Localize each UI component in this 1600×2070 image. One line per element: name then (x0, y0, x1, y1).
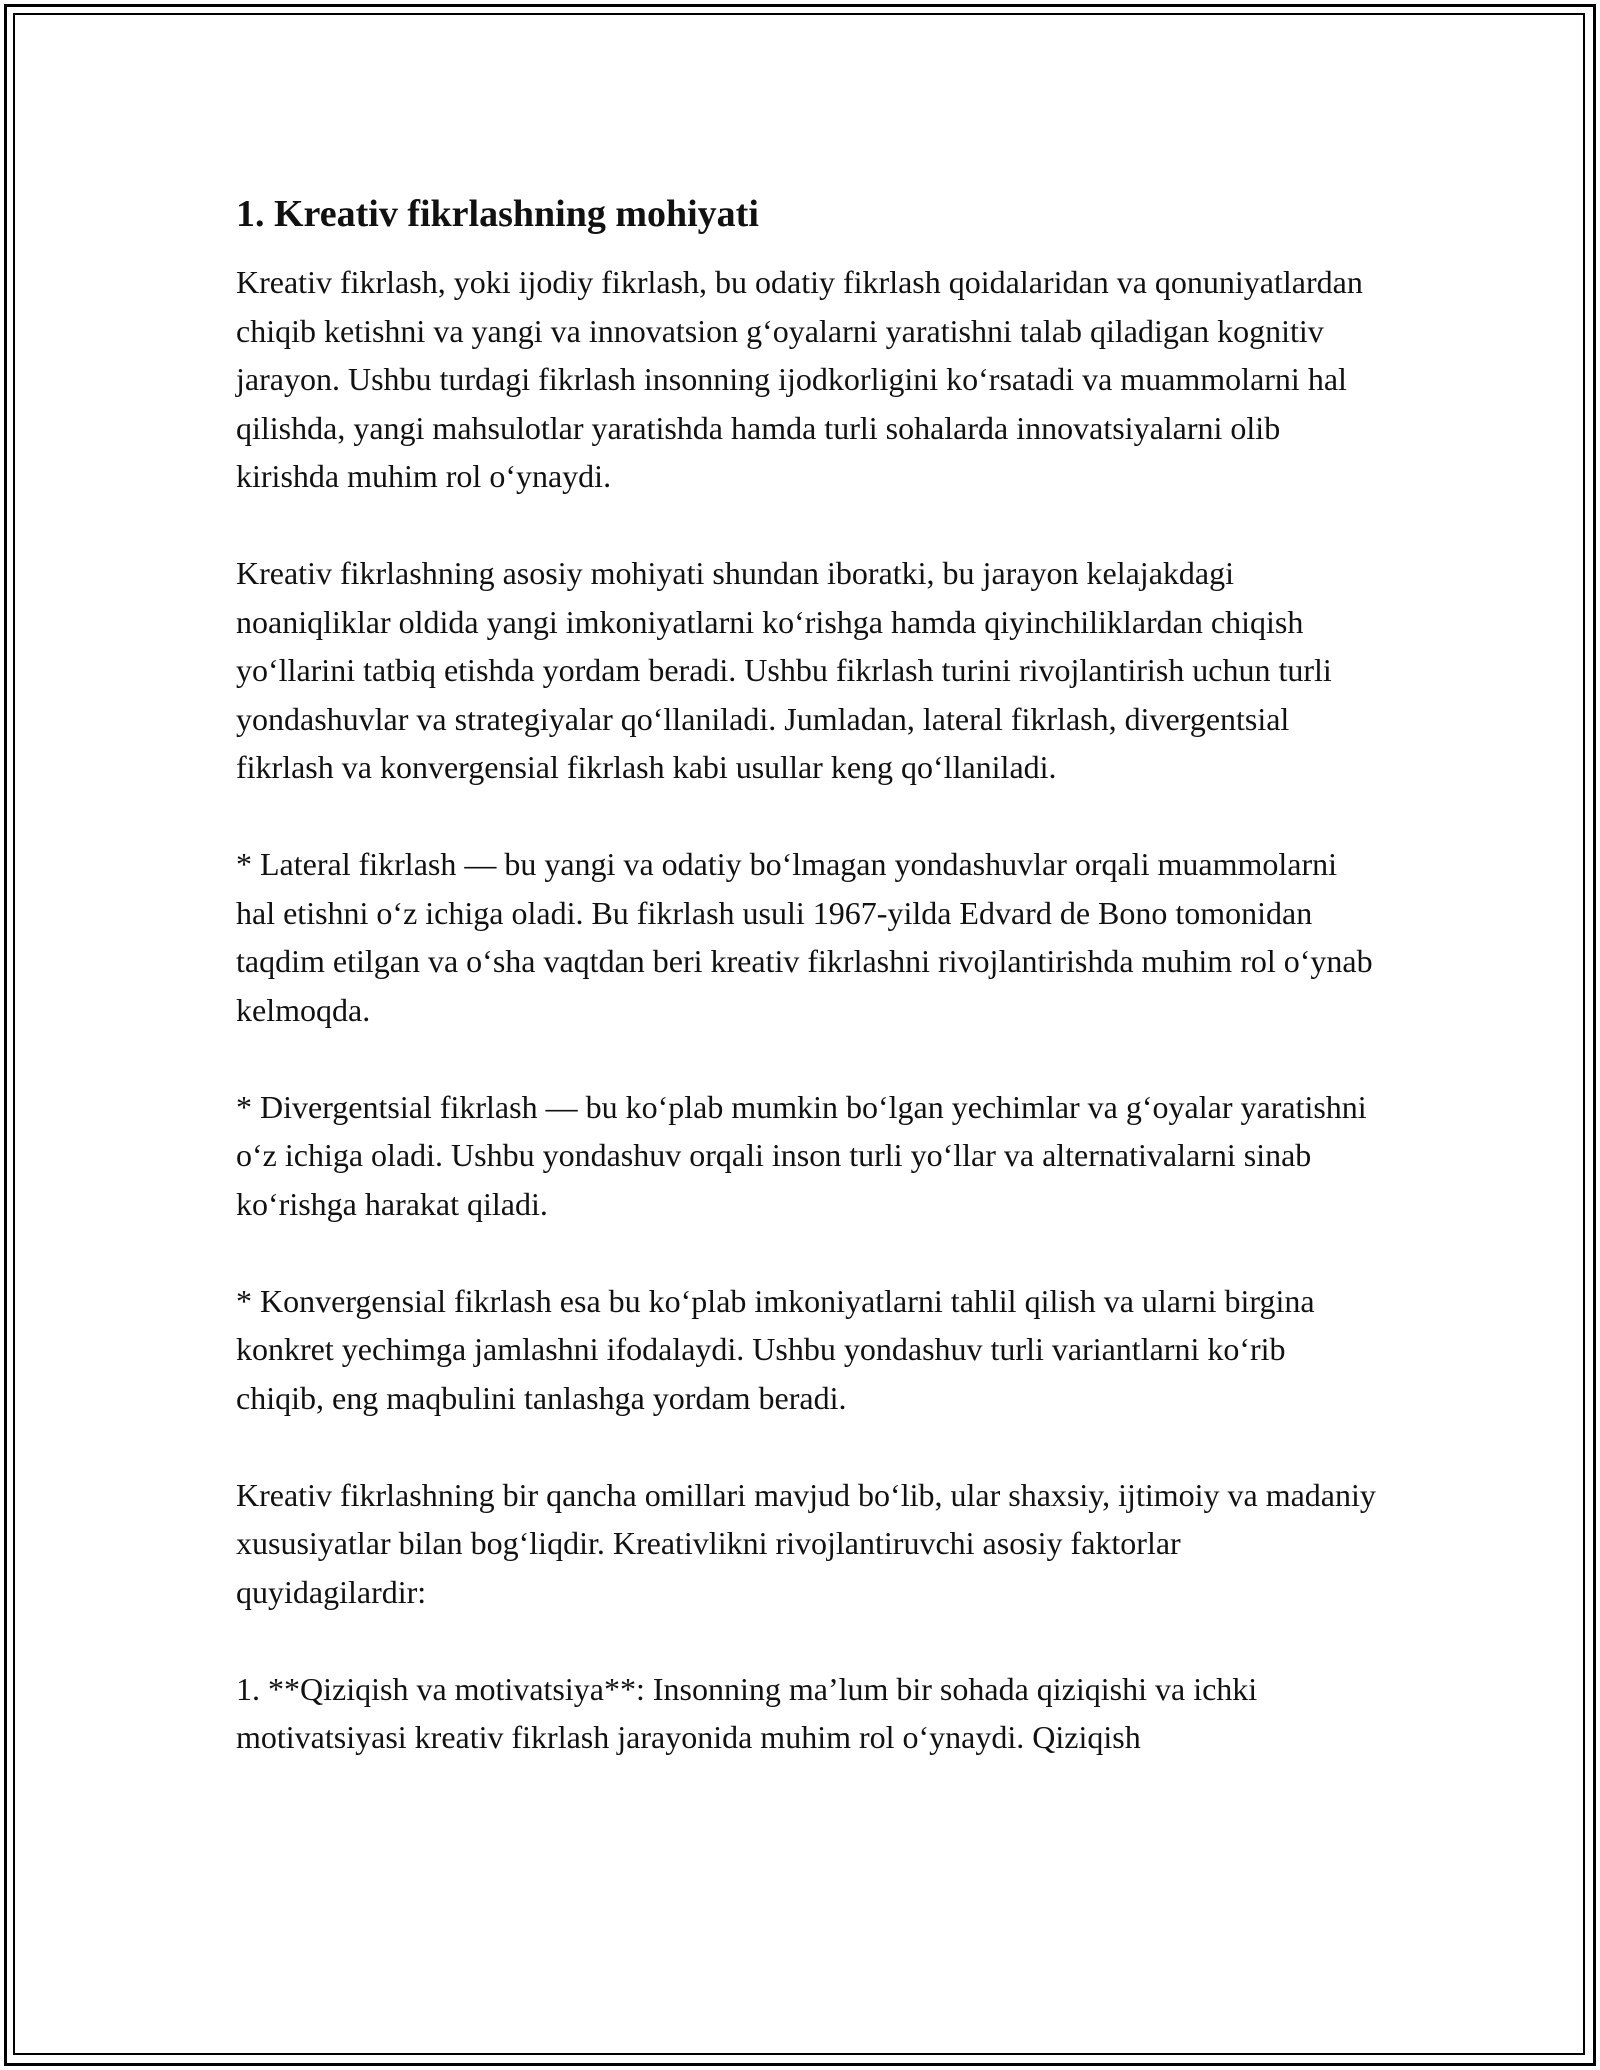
paragraph-factors: Kreativ fikrlashning bir qancha omillari mavjud bo‘lib, ular shaxsiy, ijtimoiy va madaniy xususiyatlar bilan bog‘liqdir. Kreativlikni rivojlantiruvchi asosiy faktorlar quyidagilardir: (236, 1476, 1376, 1610)
document-body (236, 186, 1376, 1810)
list-item-curiosity-motivation: 1. **Qiziqish va motivatsiya**: Insonning ma’lum bir sohada qiziqishi va ichki motivatsiyasi kreativ fikrlash jarayonida muhim rol o‘ynaydi. Qiziqish (236, 1670, 1258, 1755)
section-heading: 1. Kreativ fikrlashning mohiyati (236, 193, 759, 235)
bullet-convergent-thinking: * Konvergensial fikrlash esa bu ko‘plab imkoniyatlarni tahlil qilish va ularni birgina konkret yechimga jamlashni ifodalaydi. Ushbu yondashuv turli variantlarni ko‘rib chiqib, eng maqbulini tanlashga yordam beradi. (236, 1282, 1315, 1416)
bullet-divergent-thinking: * Divergentsial fikrlash — bu ko‘plab mumkin bo‘lgan yechimlar va g‘oyalar yaratishni o‘z ichiga oladi. Ushbu yondashuv orqali inson turli yo‘llar va alternativalarni sinab ko‘rishga harakat qiladi. (236, 1088, 1367, 1222)
paragraph-essence: Kreativ fikrlashning asosiy mohiyati shundan iboratki, bu jarayon kelajakdagi noaniqliklar oldida yangi imkoniyatlarni ko‘rishga hamda qiyinchiliklardan chiqish yo‘llarini tatbiq etishda yordam beradi. Ushbu fikrlash turini rivojlantirish uchun turli yondashuvlar va strategiyalar qo‘llaniladi. Jumladan, lateral fikrlash, divergentsial fikrlash va konvergensial fikrlash kabi usullar keng qo‘llaniladi. (236, 555, 1332, 785)
paragraph-definition: Kreativ fikrlash, yoki ijodiy fikrlash, bu odatiy fikrlash qoidalaridan va qonuniyatlardan chiqib ketishni va yangi va innovatsion g‘oyalarni yaratishni talab qiladigan kognitiv jarayon. Ushbu turdagi fikrlash insonning ijodkorligini ko‘rsatadi va muammolarni hal qilishda, yangi mahsulotlar yaratishda hamda turli sohalarda innovatsiyalarni olib kirishda muhim rol o‘ynaydi. (236, 264, 1363, 494)
bullet-lateral-thinking: * Lateral fikrlash — bu yangi va odatiy bo‘lmagan yondashuvlar orqali muammolarni hal etishni o‘z ichiga oladi. Bu fikrlash usuli 1967-yilda Edvard de Bono tomonidan taqdim etilgan va o‘sha vaqtdan beri kreativ fikrlashni rivojlantirishda muhim rol o‘ynab kelmoqda. (236, 846, 1373, 1028)
